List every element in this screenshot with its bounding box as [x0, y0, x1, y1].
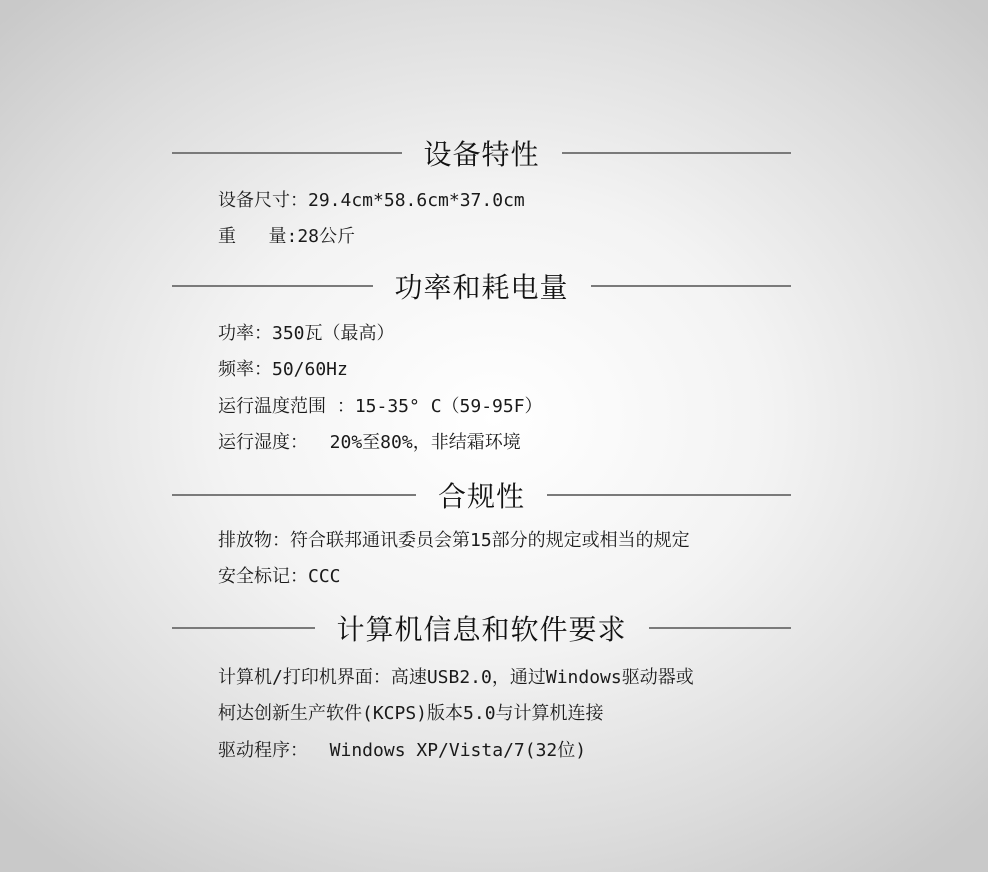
- spec-interface: 计算机/打印机界面：高速USB2.0，通过Windows驱动器或: [218, 667, 694, 688]
- section-header-power: [172, 266, 791, 306]
- divider-right: [591, 285, 792, 287]
- spec-driver: 驱动程序： Windows XP/Vista/7(32位): [218, 740, 587, 761]
- spec-power: 功率：350瓦（最高）: [218, 323, 395, 344]
- section-header-compliance: [172, 475, 791, 515]
- section-header-computer-software: [172, 608, 791, 648]
- spec-frequency: 频率：50/60Hz: [218, 359, 348, 380]
- spec-connection: 柯达创新生产软件(KCPS)版本5.0与计算机连接: [218, 703, 604, 724]
- divider-right: [547, 494, 791, 496]
- divider-right: [649, 627, 792, 629]
- spec-dimensions: 设备尺寸：29.4cm*58.6cm*37.0cm: [218, 190, 525, 211]
- section-title: 计算机信息和软件要求: [336, 613, 627, 646]
- divider-left: [172, 152, 402, 154]
- divider-left: [172, 285, 373, 287]
- spec-weight: 重 量:28公斤: [218, 226, 356, 247]
- divider-right: [562, 152, 792, 154]
- section-title: 设备特性: [423, 138, 540, 171]
- spec-safety-mark: 安全标记：CCC: [218, 566, 341, 587]
- divider-left: [172, 494, 416, 496]
- section-header-device-features: [172, 133, 791, 173]
- spec-emissions: 排放物：符合联邦通讯委员会第15部分的规定或相当的规定: [218, 530, 690, 551]
- divider-left: [172, 627, 315, 629]
- section-title: 功率和耗电量: [394, 271, 569, 304]
- spec-temperature: 运行温度范围 ：15-35° C（59-95F）: [218, 396, 543, 417]
- section-title: 合规性: [438, 480, 526, 513]
- spec-humidity: 运行湿度： 20%至80%，非结霜环境: [218, 432, 521, 453]
